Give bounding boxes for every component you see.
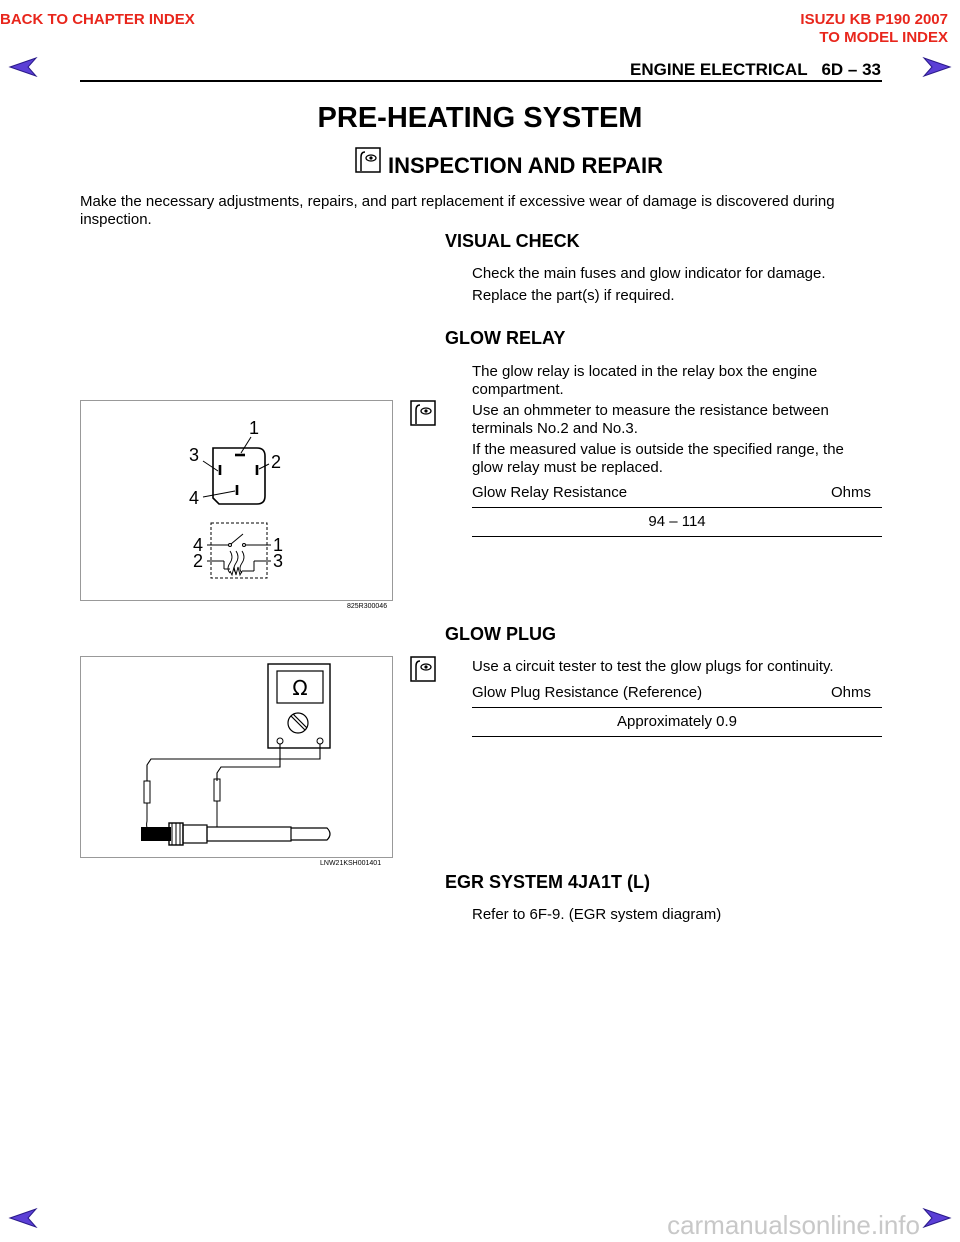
glow-plug-heading: GLOW PLUG: [445, 624, 556, 644]
page-subtitle: INSPECTION AND REPAIR: [388, 153, 664, 178]
glow-relay-heading: GLOW RELAY: [445, 328, 566, 348]
glow-relay-p3-line-2: glow relay must be replaced.: [472, 459, 663, 476]
schematic-label-3: 3: [273, 551, 284, 571]
glow-relay-p1-line-1: The glow relay is located in the relay box the engine: [472, 363, 818, 380]
glow-relay-spec-value: 94 – 114: [648, 513, 706, 530]
glow-relay-p1-line-2: compartment.: [472, 381, 564, 398]
next-page-icon[interactable]: [922, 56, 952, 78]
intro-line-1: Make the necessary adjustments, repairs, and part replacement if excessive wear of damage is discovered during: [80, 193, 835, 210]
glow-plug-spec-value: Approximately 0.9: [616, 713, 738, 730]
glow-plug-p1: Use a circuit tester to test the glow plugs for continuity.: [472, 658, 834, 675]
table-rule: [472, 707, 882, 708]
glow-plug-tester-diagram: [81, 657, 392, 857]
visual-check-heading: VISUAL CHECK: [445, 231, 580, 251]
next-page-icon[interactable]: [922, 1207, 952, 1229]
egr-heading: EGR SYSTEM 4JA1T (L): [445, 872, 651, 892]
glow-plug-figure-code: LNW21KSH001401: [320, 860, 382, 867]
glow-relay-p2-line-1: Use an ohmmeter to measure the resistance between: [472, 402, 829, 419]
table-rule: [472, 736, 882, 737]
ohm-symbol: Ω: [292, 676, 308, 700]
glow-plug-spec-label: Glow Plug Resistance (Reference): [472, 684, 703, 701]
previous-page-icon[interactable]: [8, 56, 38, 78]
visual-check-line-1: Check the main fuses and glow indicator for damage.: [472, 265, 826, 282]
inspection-icon: [410, 656, 436, 682]
glow-plug-spec-unit: Ohms: [830, 684, 871, 701]
schematic-label-1: 1: [273, 535, 284, 555]
brand-link[interactable]: ISUZU KB P190 2007: [800, 11, 948, 28]
glow-relay-figure: [80, 400, 393, 601]
egr-p1: Refer to 6F-9. (EGR system diagram): [472, 906, 722, 923]
glow-relay-p2-line-2: terminals No.2 and No.3.: [472, 420, 638, 437]
page-title: PRE-HEATING SYSTEM: [317, 102, 643, 134]
schematic-label-4: 4: [193, 535, 204, 555]
glow-plug-figure: [80, 656, 393, 858]
glow-plug-tip: [291, 828, 330, 840]
schematic-label-2: 2: [193, 551, 204, 571]
table-rule: [472, 536, 882, 537]
previous-page-icon[interactable]: [8, 1207, 38, 1229]
terminal-label-3: 3: [189, 445, 200, 465]
back-to-chapter-index-link[interactable]: BACK TO CHAPTER INDEX: [0, 11, 195, 28]
glow-plug-body: [207, 827, 291, 841]
table-rule: [472, 507, 882, 508]
glow-relay-spec-label: Glow Relay Resistance: [472, 484, 628, 501]
watermark: carmanualsonline.info: [667, 1210, 920, 1240]
to-model-index-link[interactable]: TO MODEL INDEX: [819, 29, 948, 46]
relay-figure-code: 825R300046: [347, 603, 388, 610]
relay-diagram: [81, 401, 392, 600]
section-header: ENGINE ELECTRICAL 6D – 33: [630, 60, 881, 79]
glow-plug-terminal: [141, 827, 171, 841]
glow-relay-spec-unit: Ohms: [830, 484, 871, 501]
inspection-icon: [410, 400, 436, 426]
header-rule: [80, 80, 882, 82]
terminal-label-2: 2: [271, 452, 282, 472]
visual-check-line-2: Replace the part(s) if required.: [472, 287, 675, 304]
terminal-label-1: 1: [249, 418, 260, 438]
glow-relay-p3-line-1: If the measured value is outside the specified range, the: [472, 441, 844, 458]
inspection-icon: [355, 147, 381, 173]
intro-line-2: inspection.: [80, 211, 152, 228]
terminal-label-4: 4: [189, 488, 200, 508]
